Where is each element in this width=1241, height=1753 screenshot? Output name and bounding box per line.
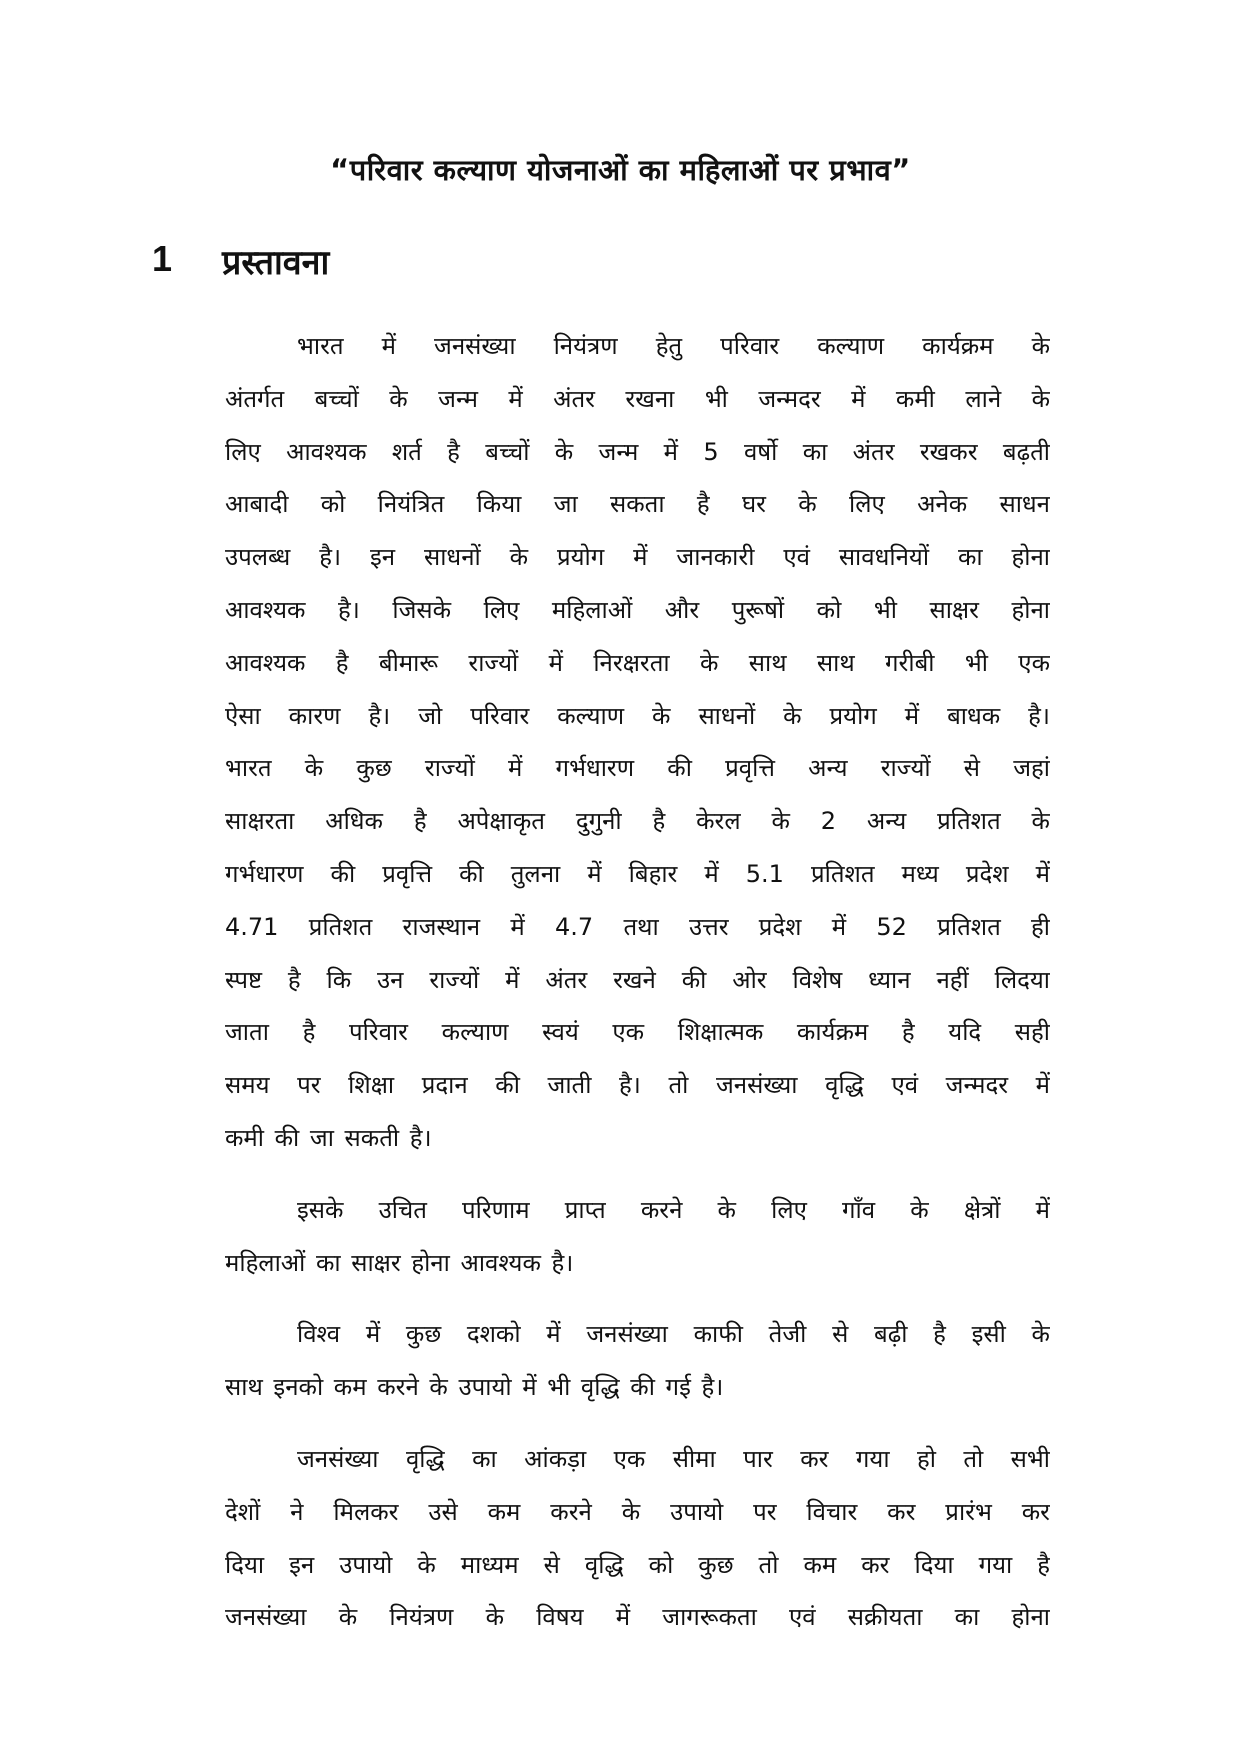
section-heading: प्रस्तावना [222, 243, 330, 283]
text-line: इसके उचित परिणाम प्राप्त करने के लिए गाँव के क्षेत्रों में [297, 1195, 1050, 1224]
text-line: साक्षरता अधिक है अपेक्षाकृत दुगुनी है केरल के 2 अन्य प्रतिशत के [225, 807, 1050, 836]
text-line: समय पर शिक्षा प्रदान की जाती है। तो जनसंख्या वृद्धि एवं जन्मदर में [225, 1071, 1050, 1100]
text-line: महिलाओं का साक्षर होना आवश्यक है। [225, 1248, 574, 1277]
text-line: देशों ने मिलकर उसे कम करने के उपायो पर विचार कर प्रारंभ कर [225, 1497, 1050, 1526]
paragraph-1 [225, 320, 1050, 1165]
text-line: दिया इन उपायो के माध्यम से वृद्धि को कुछ तो कम कर दिया गया है [225, 1550, 1050, 1579]
text-line: 4.71 प्रतिशत राजस्थान में 4.7 तथा उत्तर प्रदेश में 52 प्रतिशत ही [225, 912, 1050, 941]
text-line: जाता है परिवार कल्याण स्वयं एक शिक्षात्मक कार्यक्रम है यदि सही [225, 1018, 1050, 1047]
text-line: जनसंख्या के नियंत्रण के विषय में जागरूकता एवं सक्रीयता का होना [225, 1603, 1050, 1632]
text-line: विश्व में कुछ दशको में जनसंख्या काफी तेजी से बढ़ी है इसी के [297, 1320, 1050, 1349]
document-body [225, 320, 1050, 1644]
text-line: उपलब्ध है। इन साधनों के प्रयोग में जानकारी एवं सावधनियों का होना [225, 543, 1050, 572]
text-line: स्पष्ट है कि उन राज्यों में अंतर रखने की ओर विशेष ध्यान नहीं लिदया [225, 965, 1050, 994]
text-line: आबादी को नियंत्रित किया जा सकता है घर के लिए अनेक साधन [225, 490, 1050, 519]
document-title: “परिवार कल्याण योजनाओं का महिलाओं पर प्रभाव” [330, 153, 911, 187]
text-line: भारत के कुछ राज्यों में गर्भधारण की प्रवृत्ति अन्य राज्यों से जहां [225, 754, 1050, 783]
section-number: 1 [152, 238, 173, 279]
text-line: आवश्यक है। जिसके लिए महिलाओं और पुरूषों को भी साक्षर होना [225, 595, 1050, 624]
paragraph-3 [225, 1308, 1050, 1414]
text-line: जनसंख्या वृद्धि का आंकड़ा एक सीमा पार कर गया हो तो सभी [297, 1444, 1050, 1473]
text-line: आवश्यक है बीमारू राज्यों में निरक्षरता के साथ साथ गरीबी भी एक [225, 648, 1050, 677]
text-line: भारत में जनसंख्या नियंत्रण हेतु परिवार कल्याण कार्यक्रम के [297, 332, 1050, 360]
text-line: लिए आवश्यक शर्त है बच्चों के जन्म में 5 वर्षो का अंतर रखकर बढ़ती [225, 437, 1050, 466]
text-line: गर्भधारण की प्रवृत्ति की तुलना में बिहार में 5.1 प्रतिशत मध्य प्रदेश में [225, 859, 1050, 888]
text-line: कमी की जा सकती है। [225, 1123, 432, 1152]
paragraph-2 [225, 1184, 1050, 1290]
text-line: साथ इनको कम करने के उपायो में भी वृद्धि की गई है। [225, 1373, 724, 1402]
text-line: ऐसा कारण है। जो परिवार कल्याण के साधनों के प्रयोग में बाधक है। [225, 701, 1050, 730]
paragraph-4 [225, 1433, 1050, 1644]
text-line: अंतर्गत बच्चों के जन्म में अंतर रखना भी जन्मदर में कमी लाने के [225, 384, 1050, 413]
